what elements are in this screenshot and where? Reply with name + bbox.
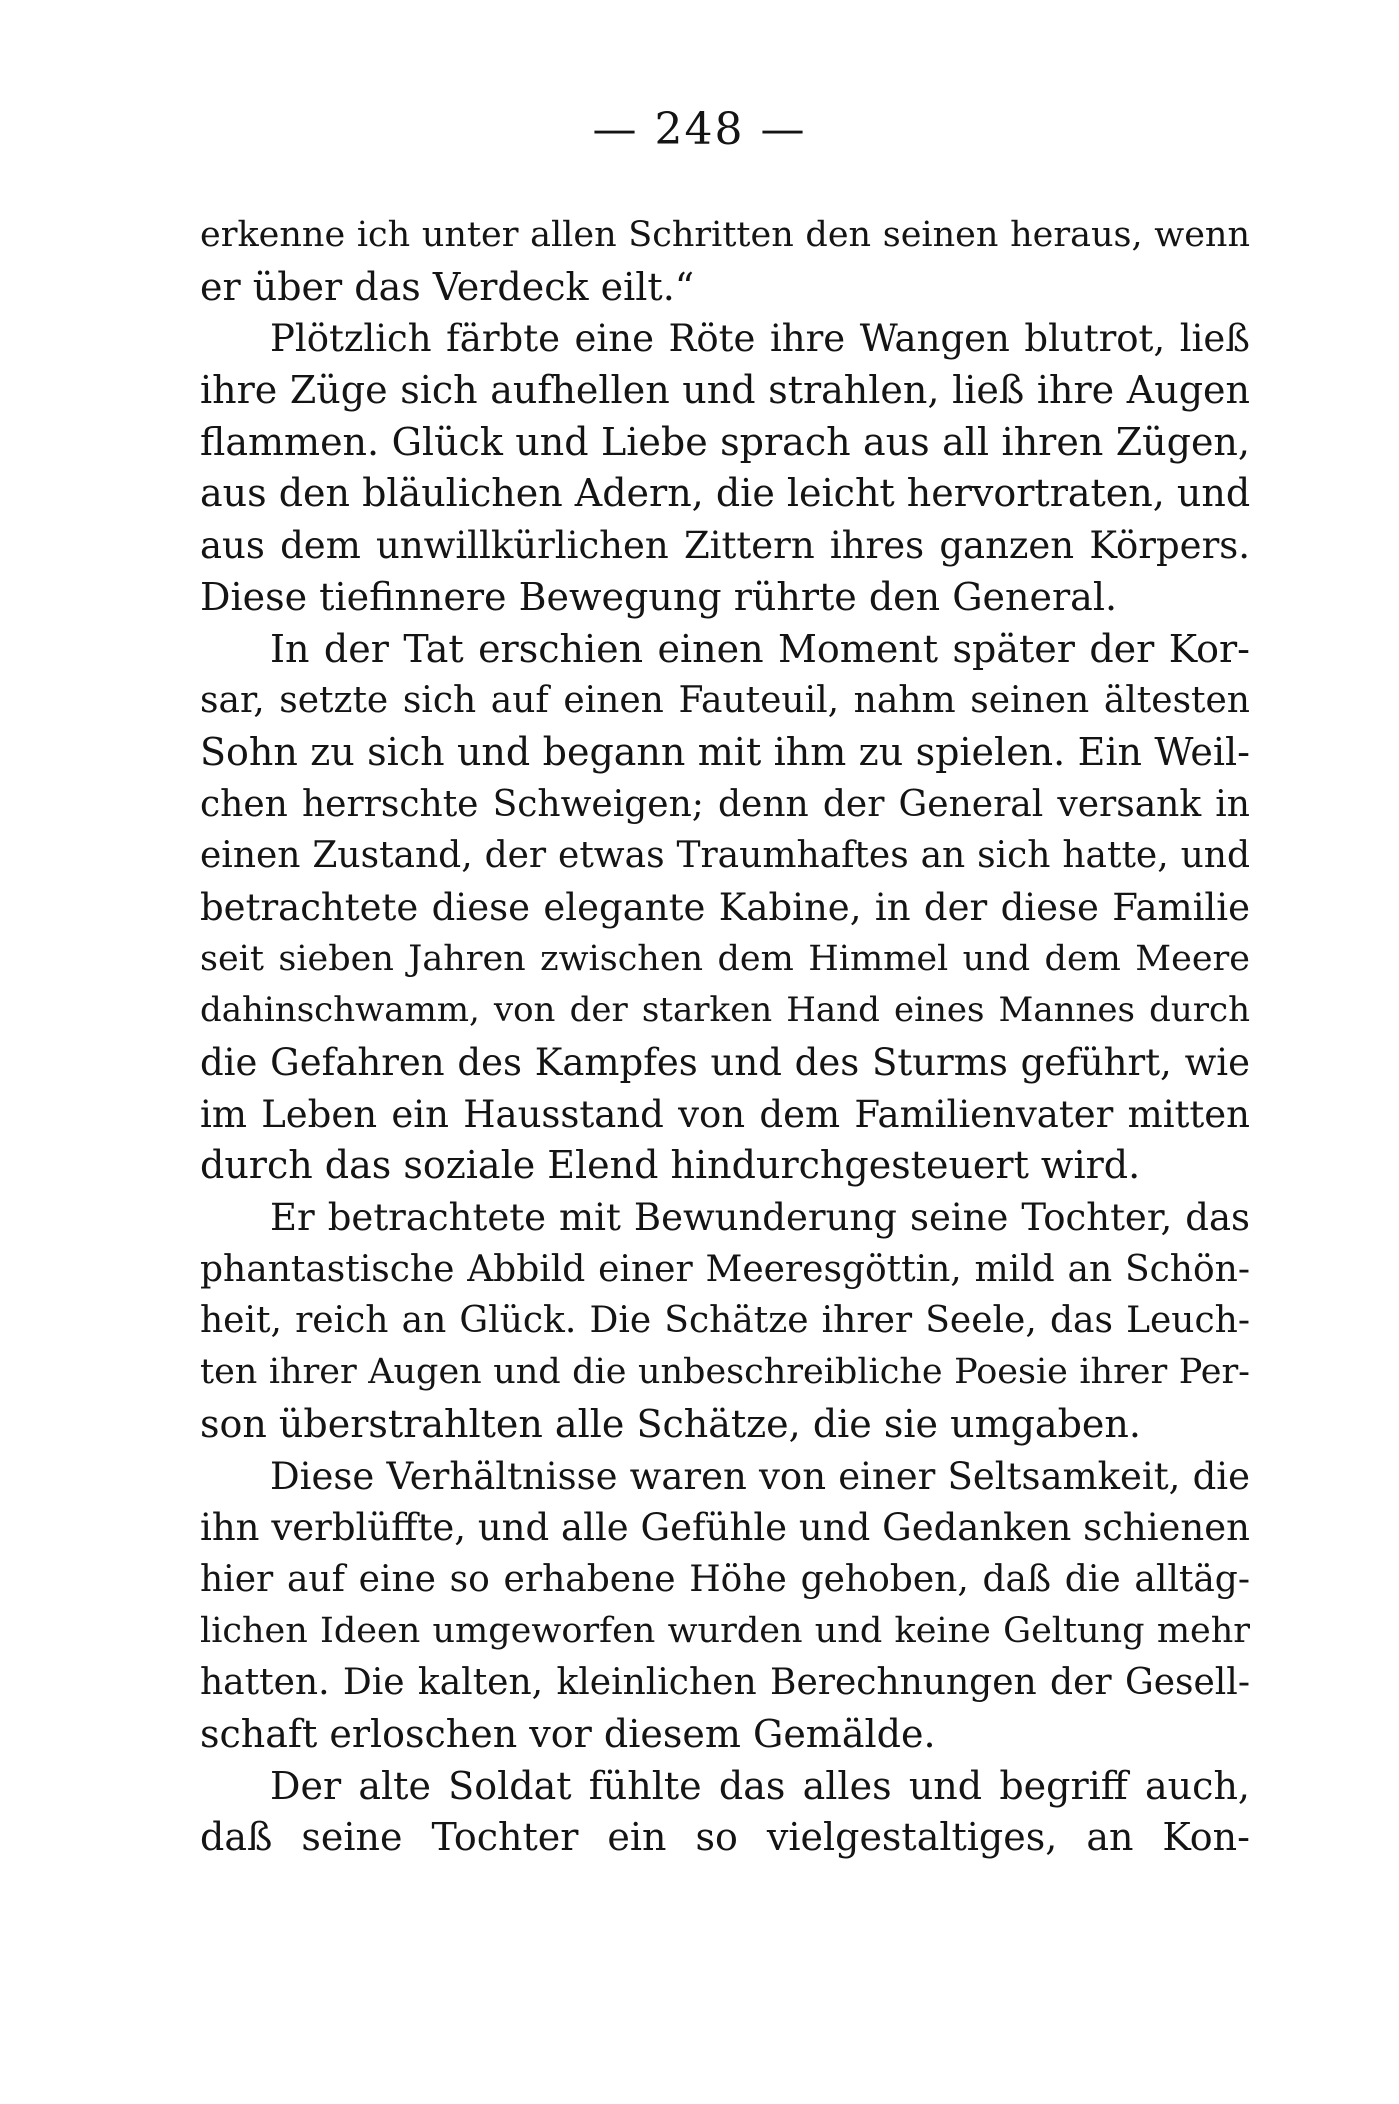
text-line: phantastische Abbild einer Meeresgöttin, mild an Schön- <box>200 1248 1250 1290</box>
text-line: aus den bläulichen Adern, die leicht hervortraten, und <box>200 471 1250 516</box>
text-line: sar, setzte sich auf einen Fauteuil, nahm seinen ältesten <box>200 680 1250 722</box>
text-line: im Leben ein Hausstand von dem Familienvater mitten <box>200 1092 1250 1136</box>
text-line: die Gefahren des Kampfes und des Sturms geführt, wie <box>200 1041 1250 1084</box>
text-line: Diese tiefinnere Bewegung rührte den General. <box>200 574 1118 619</box>
text-line: lichen Ideen umgeworfen wurden und keine Geltung mehr <box>200 1610 1250 1651</box>
text-line: Diese Verhältnisse waren von einer Seltsamkeit, die <box>270 1454 1250 1498</box>
text-line: In der Tat erschien einen Moment später der Kor- <box>270 626 1250 671</box>
text-line: betrachtete diese elegante Kabine, in der diese Familie <box>200 885 1250 929</box>
text-line: ihn verblüffte, und alle Gefühle und Gedanken schienen <box>200 1506 1250 1550</box>
text-line: daß seine Tochter ein so vielgestaltiges, an Kon- <box>200 1815 1250 1860</box>
text-line: durch das soziale Elend hindurchgesteuert wird. <box>200 1143 1141 1188</box>
text-line: ihre Züge sich aufhellen und strahlen, ließ ihre Augen <box>200 368 1250 413</box>
page-number: — 248 — <box>592 104 807 155</box>
text-line: ten ihrer Augen und die unbeschreibliche Poesie ihrer Per- <box>200 1352 1250 1393</box>
text-line: seit sieben Jahren zwischen dem Himmel und dem Meere <box>200 938 1250 979</box>
body-text <box>200 210 1250 1864</box>
text-line: Der alte Soldat fühlte das alles und begriff auch, <box>270 1763 1250 1808</box>
text-line: Plötzlich färbte eine Röte ihre Wangen blutrot, ließ <box>270 317 1250 361</box>
text-line: hier auf eine so erhabene Höhe gehoben, daß die alltäg- <box>200 1558 1250 1600</box>
text-line: Sohn zu sich und begann mit ihm zu spielen. Ein Weil- <box>200 729 1250 774</box>
text-line: heit, reich an Glück. Die Schätze ihrer Seele, das Leuch- <box>200 1300 1250 1342</box>
text-line: schaft erloschen vor diesem Gemälde. <box>200 1711 936 1756</box>
text-line: Er betrachtete mit Bewunderung seine Tochter, das <box>270 1196 1250 1240</box>
text-line: flammen. Glück und Liebe sprach aus all ihren Zügen, <box>200 419 1250 464</box>
text-line: aus dem unwillkürlichen Zittern ihres ganzen Körpers. <box>200 524 1250 568</box>
text-line: dahinschwamm, von der starken Hand eines Mannes durch <box>200 990 1250 1031</box>
text-line: son überstrahlten alle Schätze, die sie umgaben. <box>200 1401 1141 1446</box>
text-line: chen herrschte Schweigen; denn der General versank in <box>200 783 1250 825</box>
text-line: erkenne ich unter allen Schritten den seinen heraus, wenn <box>200 215 1250 255</box>
text-line: einen Zustand, der etwas Traumhaftes an sich hatte, und <box>200 835 1250 877</box>
text-line: er über das Verdeck eilt.“ <box>200 264 695 309</box>
text-line: hatten. Die kalten, kleinlichen Berechnungen der Gesell- <box>200 1662 1250 1704</box>
